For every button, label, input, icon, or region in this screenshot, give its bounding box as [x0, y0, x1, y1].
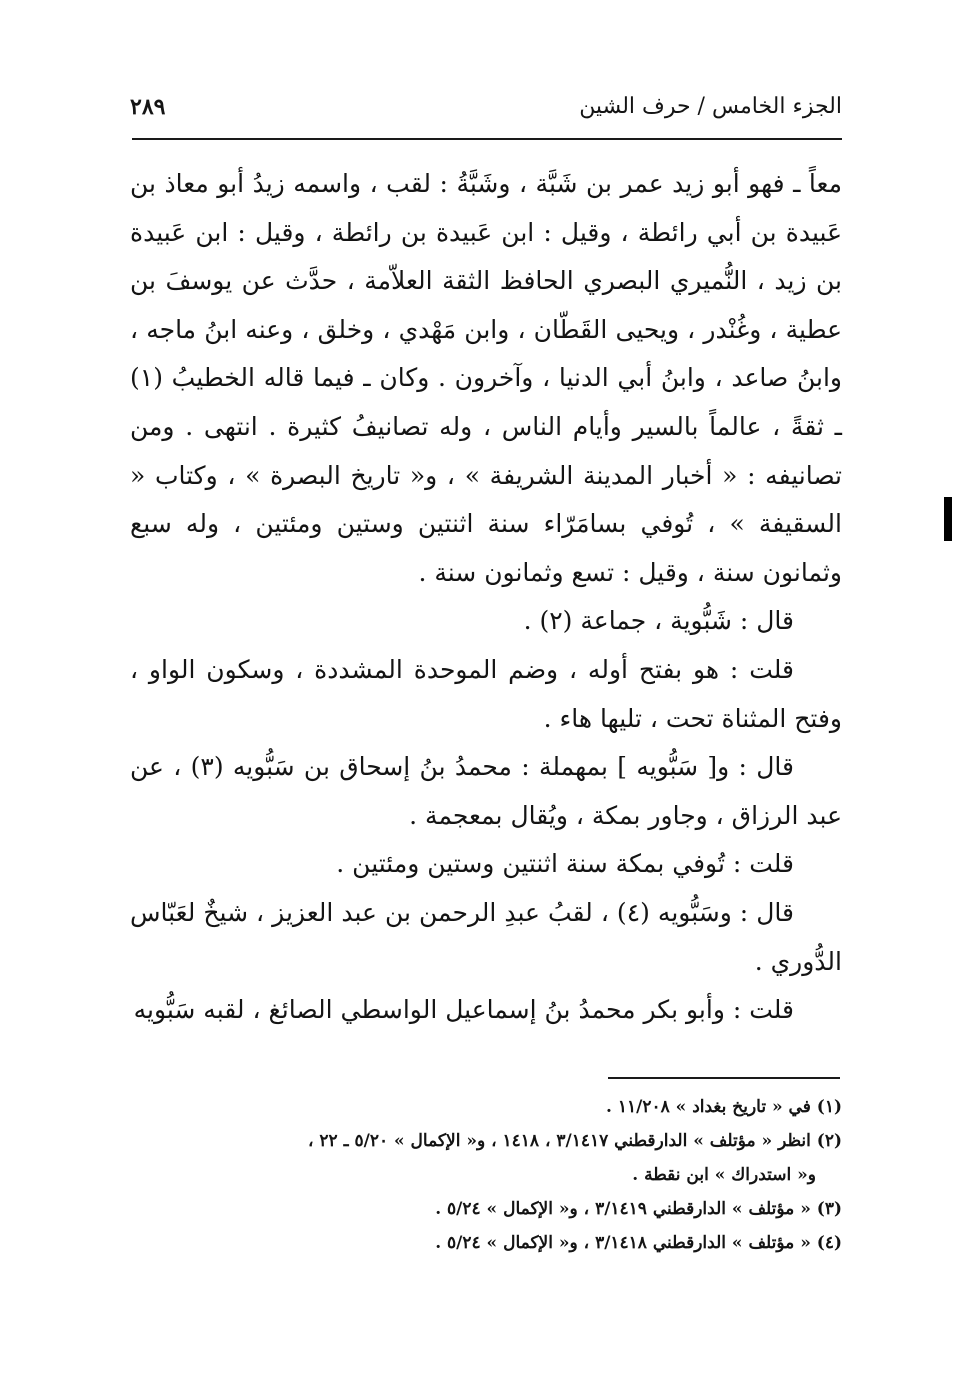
running-title: الجزء الخامس / حرف الشين	[579, 94, 842, 119]
footnote-3: (٣) « مؤتلف » الدارقطني ٣/١٤١٩ ، و« الإكمال » ٥/٢٤ .	[435, 1199, 842, 1219]
header-rule	[132, 138, 842, 140]
footnotes	[130, 1090, 842, 1260]
page-header	[130, 92, 842, 132]
footnote-2-continuation: و« استدراك » ابن نقطة .	[632, 1165, 816, 1185]
paragraph-qala-shabbuwayh: قال : شَبُّوية ، جماعة (٢) .	[523, 606, 794, 636]
paragraph-qultu-death: قلت : تُوفي بمكة سنة اثنتين وستين ومئتين .	[336, 849, 794, 879]
paragraph-qultu-pronunciation: قلت : هو بفتح أوله ، وضم الموحدة المشددة ، وسكون الواو ، وفتح المثناة تحت ، تليها هاء .	[130, 654, 842, 733]
footnote-separator	[608, 1077, 840, 1079]
footnote-2: (٢) انظر « مؤتلف » الدارقطني ٣/١٤١٧ ، ١٤١٨ ، و« الإكمال » ٥/٢٠ ـ ٢٢ ،	[307, 1131, 842, 1151]
paragraph-qala-laqab: قال : وسَبُّويه (٤) ، لقبُ عبدِ الرحمن بن عبد العزيز ، شيخٌ لعَبّاس الدُّوري .	[130, 897, 842, 976]
main-text	[130, 160, 842, 1035]
scan-margin-mark	[944, 497, 952, 541]
paragraph-qala-sabbuwayh: قال : و[ سَبُّويه ] بمهملة : محمدُ بنُ إسحاق بن سَبُّويه (٣) ، عن عبد الرزاق ، وجاور بمكة ، ويُقال بمعجمة .	[130, 752, 842, 830]
footnote-4: (٤) « مؤتلف » الدارقطني ٣/١٤١٨ ، و« الإكمال » ٥/٢٤ .	[435, 1233, 842, 1253]
paragraph-qultu-abu-bakr: قلت : وأبو بكر محمدُ بنُ إسماعيل الواسطي الصائغ ، لقبه سَبُّويه	[133, 995, 794, 1025]
page-number: ٢٨٩	[130, 94, 166, 120]
footnote-1: (١) في « تاريخ بغداد » ١١/٢٠٨ .	[606, 1097, 842, 1117]
paragraph-biography: معاً ـ فهو أبو زيد عمر بن شَبَّة ، وشَبَّةُ : لقب ، واسمه زيدُ أبو معاذ بن عَبيدة بن أبي رائطة ، وقيل : ابن عَبيدة بن رائطة ، وقيل : ابن عَبيدة بن زيد ، النُّميري البصري الحافظ الثقة العلاّمة ، حدَّث عن يوسفَ بن عطية ، وغُنْدر ، ويحيى القَطّان ، وابن مَهْدي ، وخلق ، وعنه ابنُ ماجه ، وابنُ صاعد ، وابنُ أبي الدنيا ، وآخرون . وكان ـ فيما قاله الخطيبُ (١) ـ ثقةً ، عالماً بالسير وأيام الناس ، وله تصانيفُ كثيرة . انتهى . ومن تصانيفه : « أخبار المدينة الشريفة » ، و« تاريخ البصرة » ، وكتاب « السقيفة » ، تُوفي بسامَرّاء سنة اثنتين وستين ومئتين ، وله سبع وثمانون سنة ، وقيل : تسع وثمانون سنة .	[130, 169, 842, 587]
